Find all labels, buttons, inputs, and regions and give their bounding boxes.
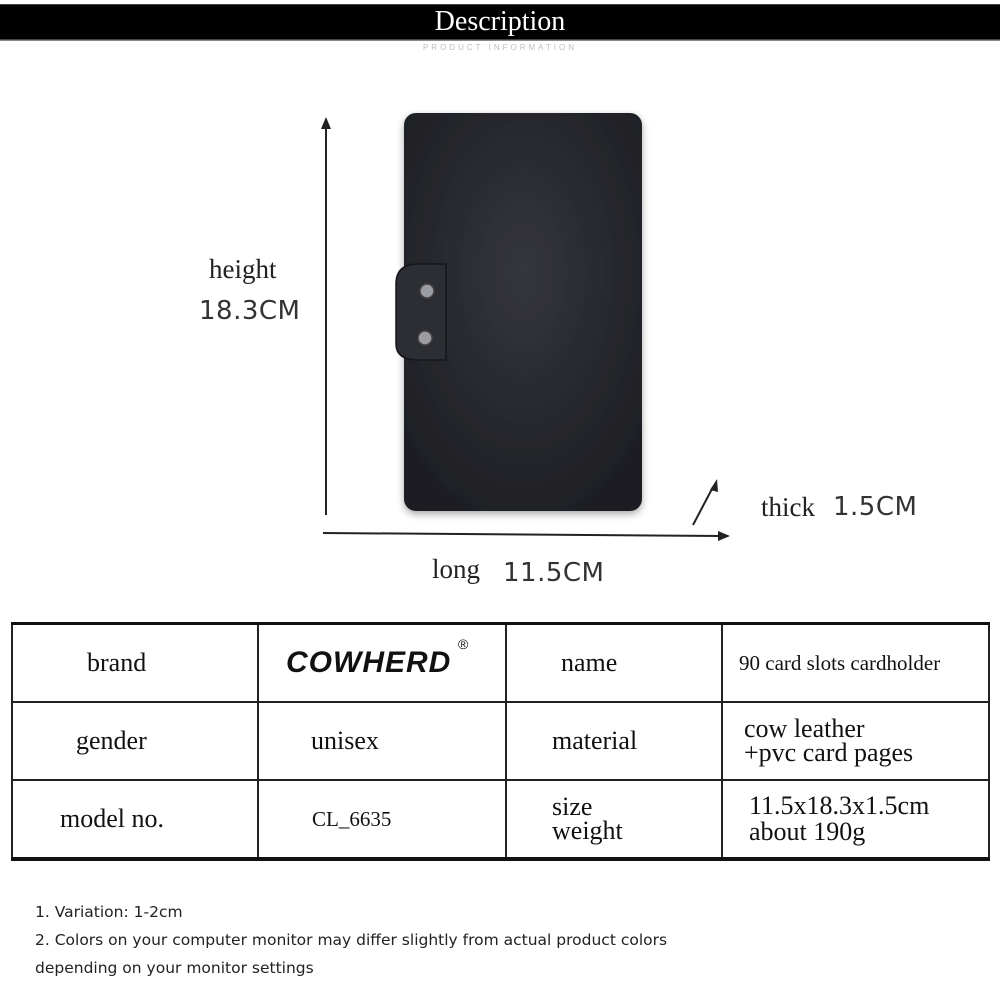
table-row xyxy=(12,624,989,703)
long-arrow-head xyxy=(718,531,730,541)
table-cell-value: CL_6635 xyxy=(258,780,506,859)
table-cell-label: brand xyxy=(12,624,258,703)
thick-label: thick xyxy=(761,492,815,522)
note-line: depending on your monitor settings xyxy=(35,959,314,977)
spec-table xyxy=(11,622,990,861)
note-line: 2. Colors on your computer monitor may differ slightly from actual product colors xyxy=(35,931,668,949)
table-cell-value: 90 card slots cardholder xyxy=(722,624,989,703)
brand-logo: COWHERD ® xyxy=(286,636,470,679)
table-cell-value: 11.5x18.3x1.5cm about 190g xyxy=(722,780,989,859)
table-row xyxy=(12,702,989,780)
notes xyxy=(35,898,667,982)
height-label: height xyxy=(209,254,277,284)
table-cell-value: unisex xyxy=(258,702,506,780)
table-cell-value xyxy=(258,624,506,703)
table-cell-label: gender xyxy=(12,702,258,780)
height-value: 18.3CM xyxy=(199,296,301,326)
thick-value: 1.5CM xyxy=(833,492,918,522)
table-cell-value: cow leather +pvc card pages xyxy=(722,702,989,780)
table-cell-label: model no. xyxy=(12,780,258,859)
snap-button-bottom xyxy=(418,331,432,345)
table-cell-label: name xyxy=(506,624,722,703)
table-cell-label: size weight xyxy=(506,780,722,859)
thick-arrow xyxy=(693,487,713,525)
wallet-strap xyxy=(396,264,446,360)
table-row xyxy=(12,780,989,859)
long-value: 11.5CM xyxy=(503,558,605,588)
thick-arrow-head xyxy=(710,479,718,492)
note-line: 1. Variation: 1-2cm xyxy=(35,903,183,921)
banner-subtitle: PRODUCT INFORMATION xyxy=(422,43,578,52)
height-arrow-head xyxy=(321,117,331,129)
description-banner xyxy=(0,4,1000,40)
long-label: long xyxy=(432,554,481,584)
banner-title: Description xyxy=(434,6,566,37)
long-arrow xyxy=(323,533,722,536)
snap-button-top xyxy=(420,284,434,298)
table-cell-label: material xyxy=(506,702,722,780)
